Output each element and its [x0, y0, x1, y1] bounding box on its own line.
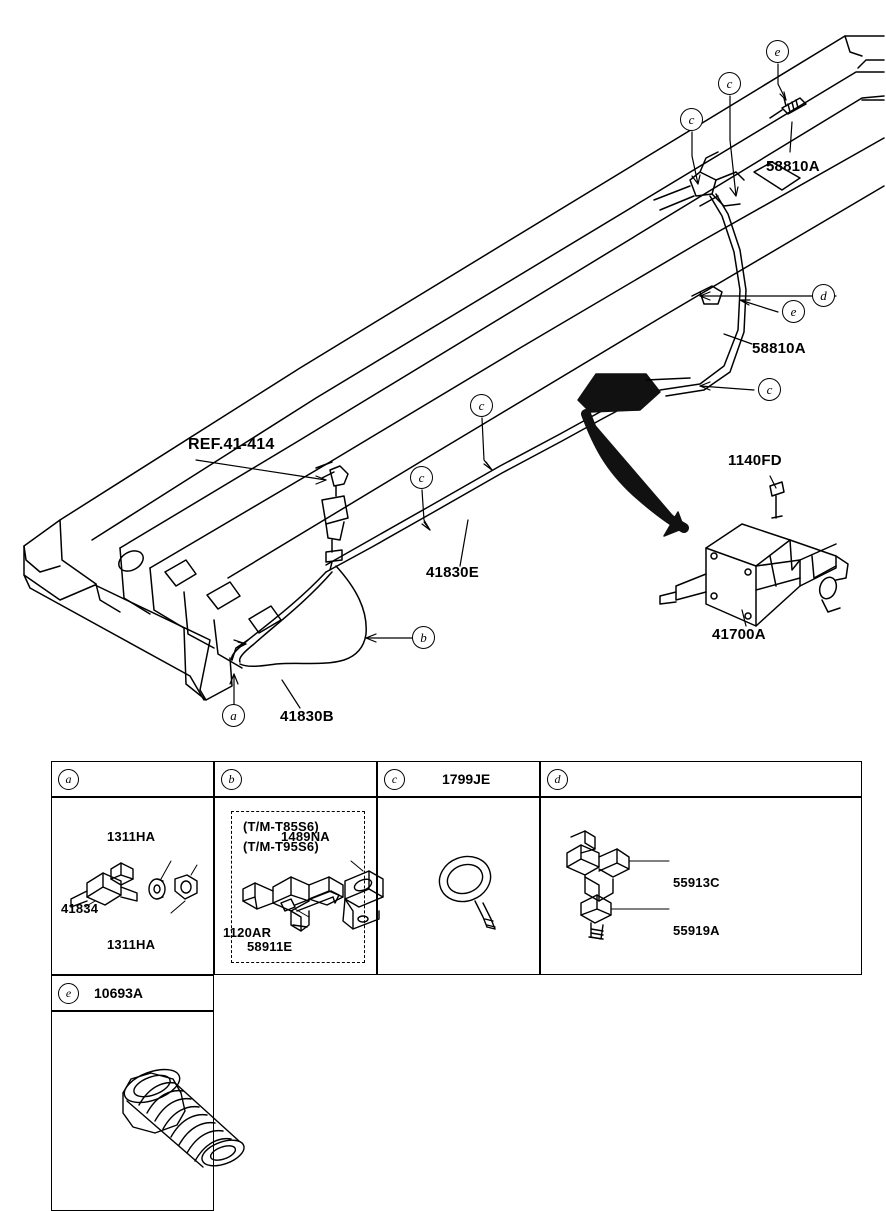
legend-part-55913c: 55913C [673, 875, 720, 890]
legend-callout-a: a [58, 769, 79, 790]
legend-part-1120ar: 1120AR [223, 925, 272, 940]
legend-callout-d: d [547, 769, 568, 790]
legend-title-c: 1799JE [442, 771, 491, 787]
legend-part-58911e: 58911E [247, 939, 293, 954]
part-label-58810a-top: 58810A [766, 158, 820, 175]
legend-part-41834: 41834 [61, 901, 99, 916]
legend-callout-e: e [58, 983, 79, 1004]
part-label-41830e: 41830E [426, 564, 479, 581]
callout-c-connector: c [758, 378, 781, 401]
legend-callout-b: b [221, 769, 242, 790]
legend-note-t95s6: (T/M-T95S6) [243, 839, 319, 854]
callout-e-mid: e [782, 300, 805, 323]
legend-part-1311ha-top: 1311HA [107, 829, 156, 844]
callout-d-line: d [812, 284, 835, 307]
callout-e-top: e [766, 40, 789, 63]
callout-c-upper-right: c [718, 72, 741, 95]
legend-part-55919a: 55919A [673, 923, 720, 938]
part-label-58810a-mid: 58810A [752, 340, 806, 357]
callout-b-hose: b [412, 626, 435, 649]
part-label-41700a: 41700A [712, 626, 766, 643]
part-label-41830b: 41830B [280, 708, 334, 725]
callout-c-upper-left: c [680, 108, 703, 131]
part-label-1140fd: 1140FD [728, 452, 782, 469]
legend-part-1311ha-bot: 1311HA [107, 937, 156, 952]
legend-title-e: 10693A [94, 985, 144, 1001]
legend-note-t85s6: (T/M-T85S6) [243, 819, 319, 834]
legend-artwork [51, 761, 862, 1211]
callout-c-left: c [410, 466, 433, 489]
legend-part-1489na: 1489NA [281, 829, 330, 844]
legend-callout-c: c [384, 769, 405, 790]
callout-a-fitting: a [222, 704, 245, 727]
callout-c-mid: c [470, 394, 493, 417]
reference-label: REF.41-414 [188, 436, 275, 453]
